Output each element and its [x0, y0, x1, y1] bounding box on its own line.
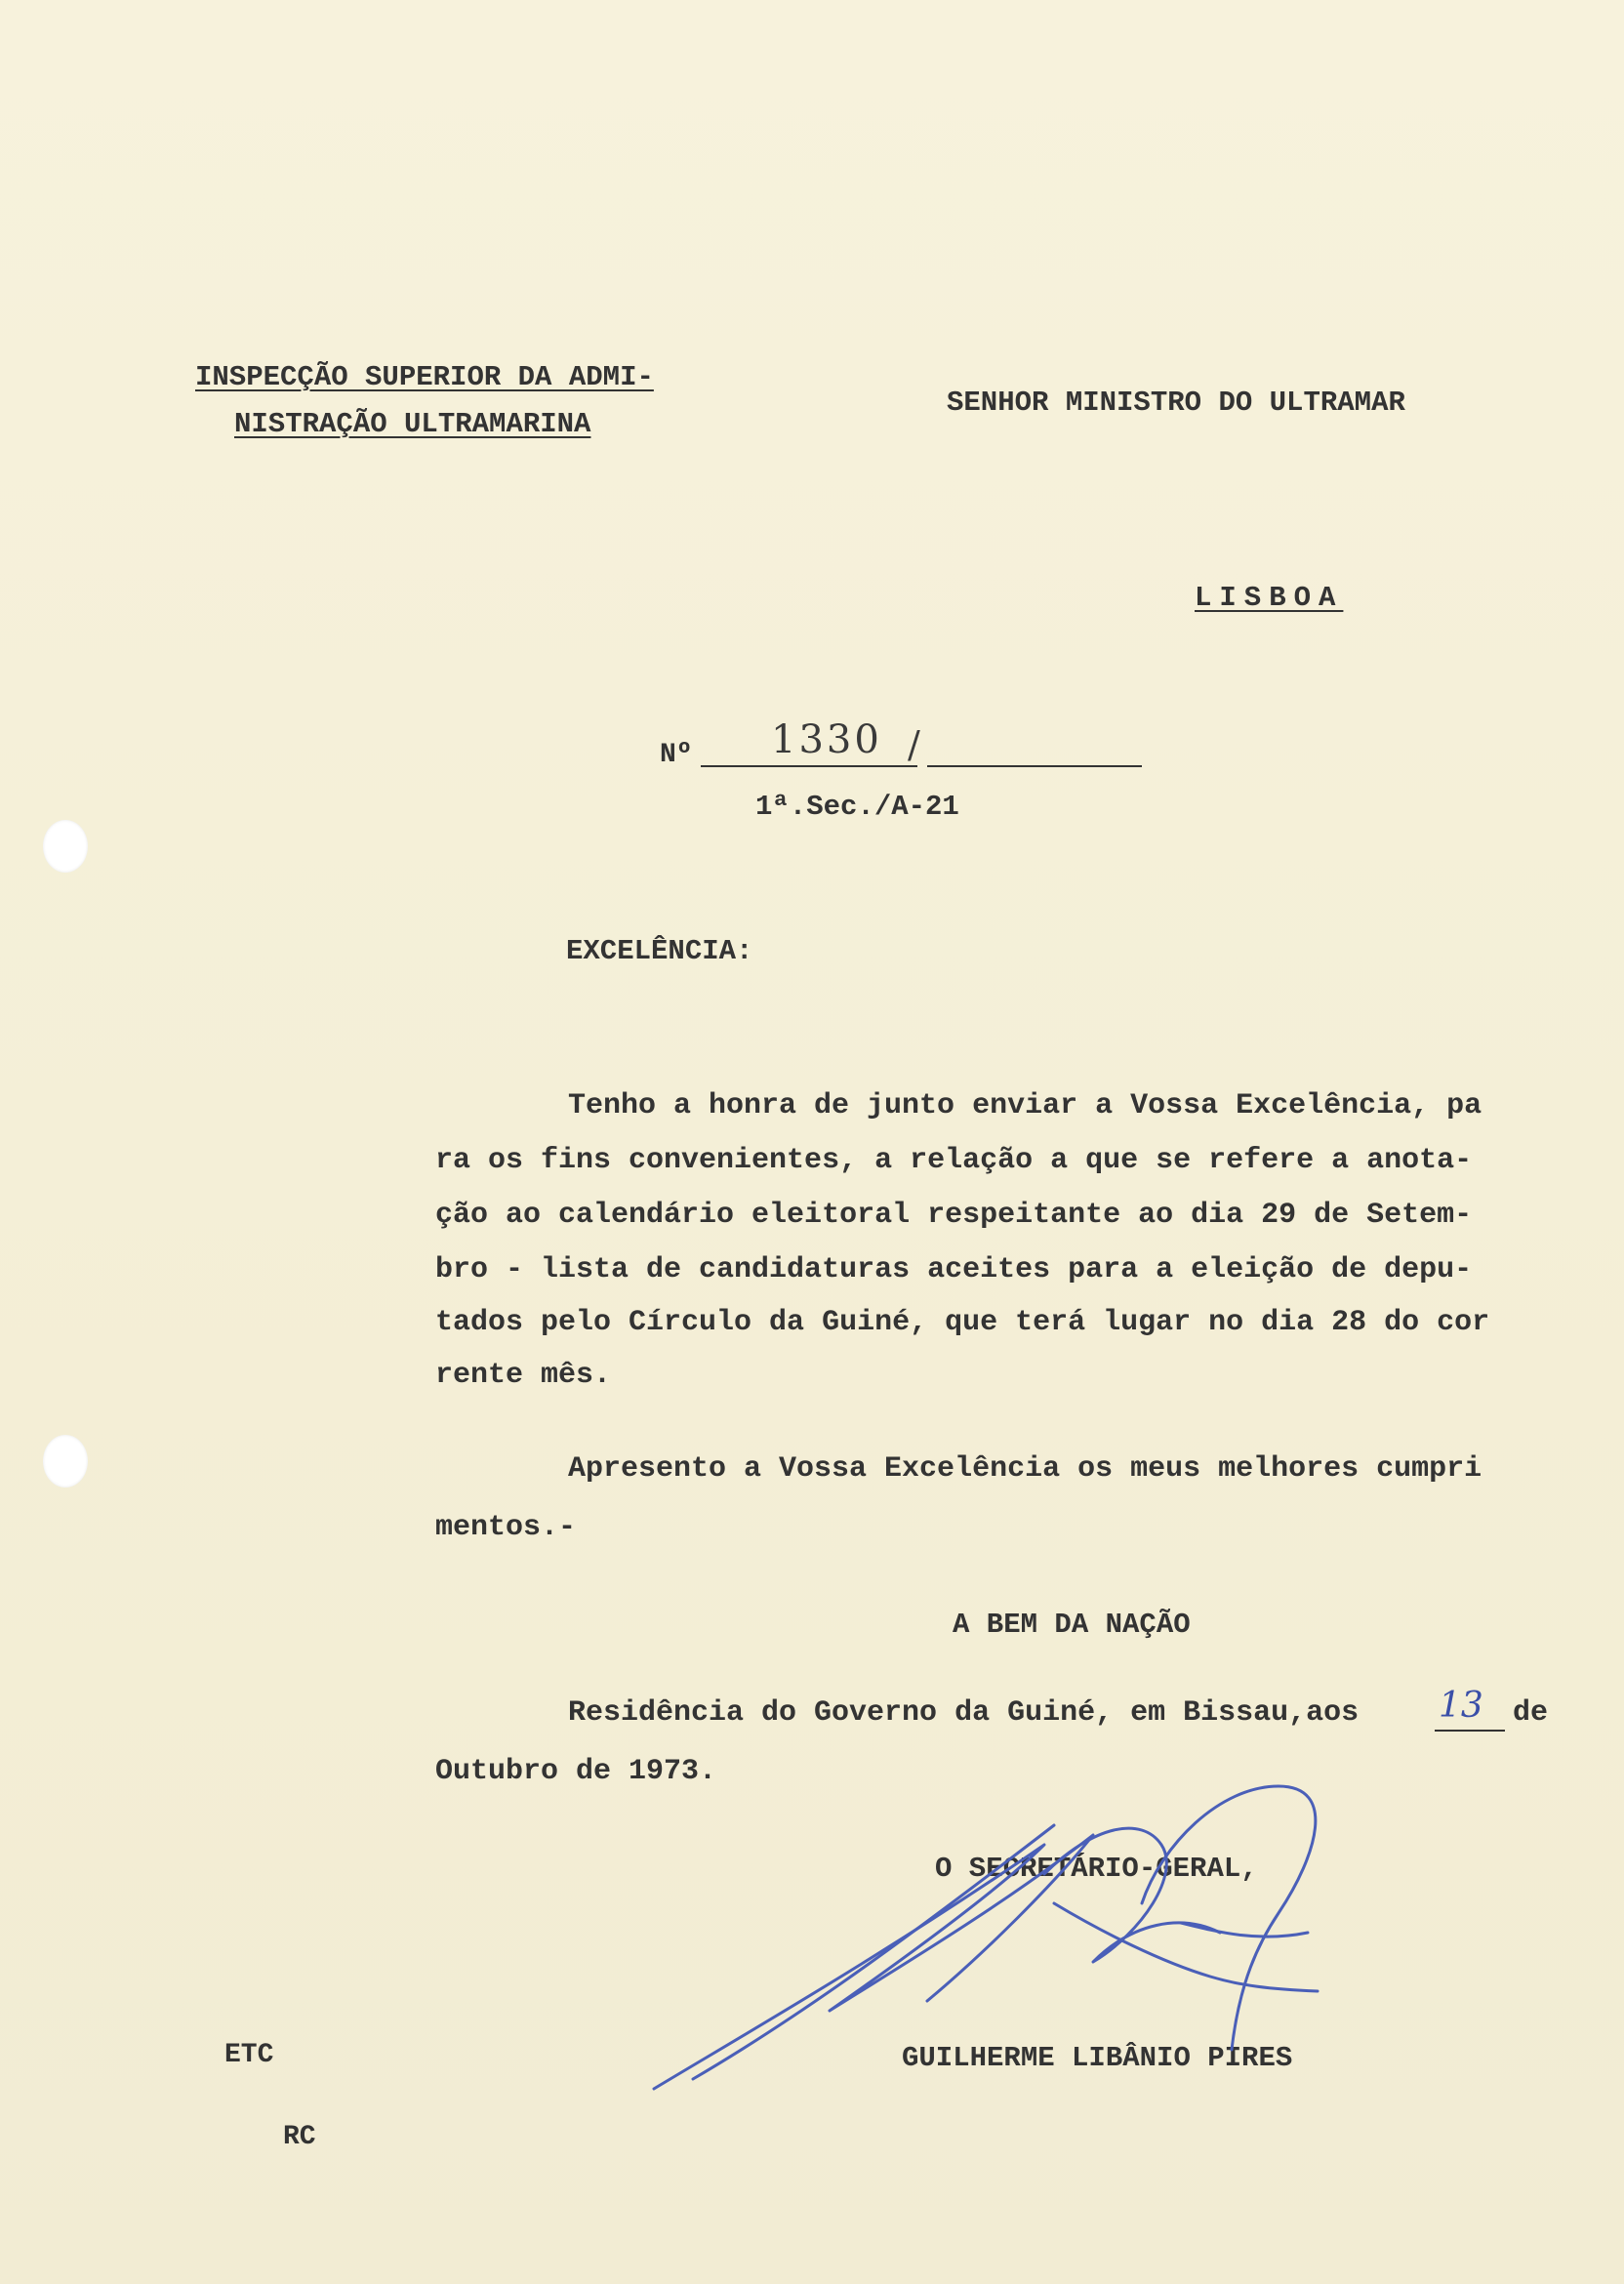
paragraph-1-line-6: rente mês. [435, 1359, 612, 1392]
punch-hole-bottom [43, 1435, 88, 1488]
paragraph-1-line-1: Tenho a honra de junto enviar a Vossa Excelência, pa [568, 1089, 1482, 1122]
office-line-1: INSPECÇÃO SUPERIOR DA ADMI- [195, 361, 654, 393]
handwritten-day: 13 [1439, 1686, 1483, 1726]
paragraph-2-line-1: Apresento a Vossa Excelência os meus melhores cumpri [568, 1452, 1482, 1486]
salutation: EXCELÊNCIA: [566, 935, 753, 967]
closing-motto: A BEM DA NAÇÃO [953, 1609, 1191, 1641]
number-line-right [927, 765, 1142, 767]
initials-line-2: RC [283, 2122, 316, 2152]
addressee: SENHOR MINISTRO DO ULTRAMAR [947, 387, 1405, 419]
punch-hole-top [43, 820, 88, 873]
number-slash: / [908, 723, 920, 766]
day-underline [1435, 1730, 1505, 1732]
office-line-2: NISTRAÇÃO ULTRAMARINA [234, 408, 591, 440]
city: LISBOA [1195, 582, 1344, 614]
place-date-line-1: Residência do Governo da Guiné, em Bissau,aos [568, 1696, 1360, 1730]
paragraph-1-line-5: tados pelo Círculo da Guiné, que terá lugar no dia 28 do cor [435, 1306, 1490, 1339]
place-date-line-1-suffix: de [1513, 1696, 1549, 1730]
signatory-name: GUILHERME LIBÂNIO PIRES [902, 2042, 1293, 2074]
number-line-left [701, 765, 917, 767]
signatory-title: O SECRETÁRIO-GERAL, [935, 1853, 1258, 1885]
section-reference: 1ª.Sec./A-21 [755, 791, 959, 823]
paragraph-1-line-2: ra os fins convenientes, a relação a que se refere a anota- [435, 1144, 1473, 1177]
place-date-line-2: Outubro de 1973. [435, 1755, 717, 1788]
initials-line-1: ETC [224, 2040, 274, 2070]
paragraph-1-line-3: ção ao calendário eleitoral respeitante ao dia 29 de Setem- [435, 1199, 1473, 1232]
number-value: 1330 [771, 717, 882, 762]
paragraph-1-line-4: bro - lista de candidaturas aceites para a eleição de depu- [435, 1253, 1473, 1286]
number-label: Nº [660, 740, 693, 770]
paragraph-2-line-2: mentos.- [435, 1511, 577, 1544]
